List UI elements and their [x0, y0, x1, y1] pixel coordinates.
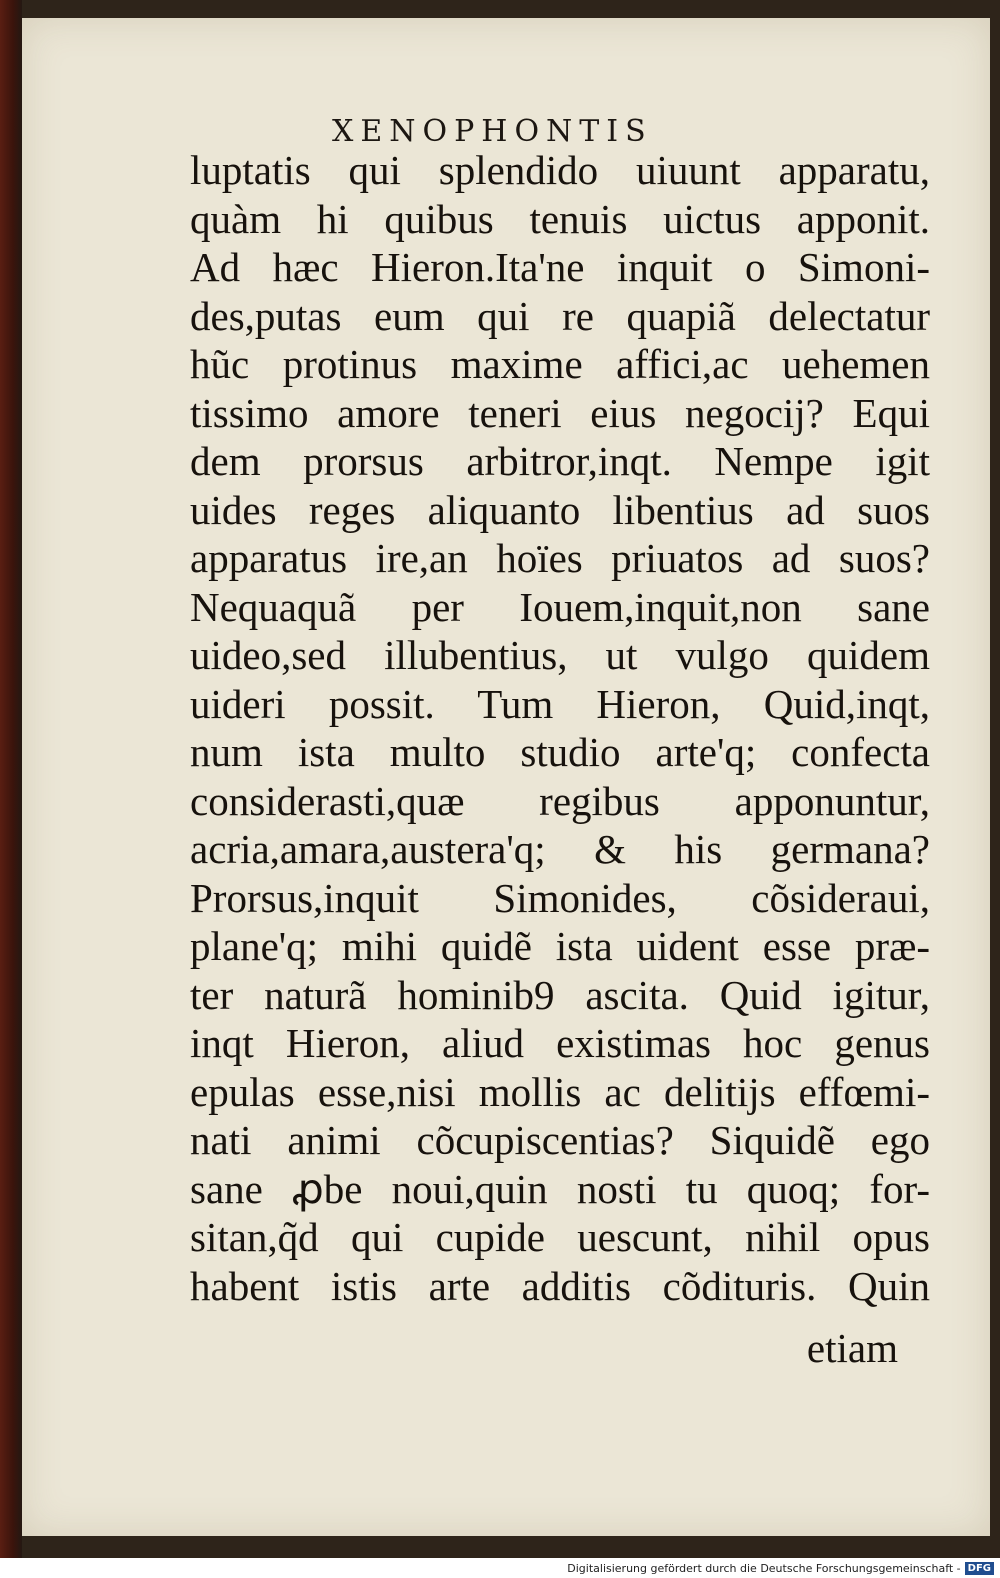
catchword: etiam: [806, 1325, 898, 1371]
text-line: sane ꝓbe noui,quin nosti tu quoq; for-: [190, 1165, 930, 1212]
text-line: luptatis qui splendido uiuunt apparatu,: [190, 147, 930, 193]
text-line: habent istis arte additis cõdituris. Quin: [190, 1262, 930, 1309]
text-line: des,putas eum qui re quapiã delectatur: [190, 292, 930, 339]
text-line: nati animi cõcupiscentias? Siquidẽ ego: [190, 1117, 930, 1163]
text-line: considerasti,quæ regibus apponuntur,: [190, 777, 930, 824]
funding-note: Digitalisierung gefördert durch die Deutsche Forschungsgemeinschaft -: [567, 1561, 961, 1575]
text-line: hũc protinus maxime affici,ac uehemen: [190, 341, 930, 387]
book-binding-edge: [0, 0, 22, 1578]
text-line: sitan,q̃d qui cupide uescunt, nihil opus: [190, 1214, 930, 1260]
text-line: acria,amara,austera'q; & his germana?: [190, 826, 930, 872]
book-page: [22, 18, 990, 1536]
text-line: epulas esse,nisi mollis ac delitijs effœmi-: [190, 1068, 930, 1115]
text-line: num ista multo studio arte'q; confecta: [190, 729, 930, 775]
main-text-block: [190, 146, 930, 1310]
text-line: Ad hæc Hieron.Ita'ne inquit o Simoni-: [190, 244, 930, 290]
text-line: plane'q; mihi quidẽ ista uident esse præ-: [190, 923, 930, 969]
dfg-logo: DFG: [965, 1562, 994, 1575]
text-line: uideri possit. Tum Hieron, Quid,inqt,: [190, 680, 930, 727]
text-line: dem prorsus arbitror,inqt. Nempe igit: [190, 438, 930, 484]
text-line: uides reges aliquanto libentius ad suos: [190, 486, 930, 533]
text-line: tissimo amore teneri eius negocij? Equi: [190, 389, 930, 436]
text-line: Prorsus,inquit Simonides, cõsideraui,: [190, 874, 930, 921]
text-line: Nequaquã per Iouem,inquit,non sane: [190, 583, 930, 630]
text-line: inqt Hieron, aliud existimas hoc genus: [190, 1020, 930, 1066]
text-line: ter naturã hominib9 ascita. Quid igitur,: [190, 971, 930, 1018]
text-line: quàm hi quibus tenuis uictus apponit.: [190, 195, 930, 242]
digitization-footer: [0, 1558, 1000, 1578]
running-head: XENOPHONTIS: [332, 114, 653, 149]
text-line: uideo,sed illubentius, ut vulgo quidem: [190, 632, 930, 678]
text-line: apparatus ire,an hoïes priuatos ad suos?: [190, 535, 930, 581]
